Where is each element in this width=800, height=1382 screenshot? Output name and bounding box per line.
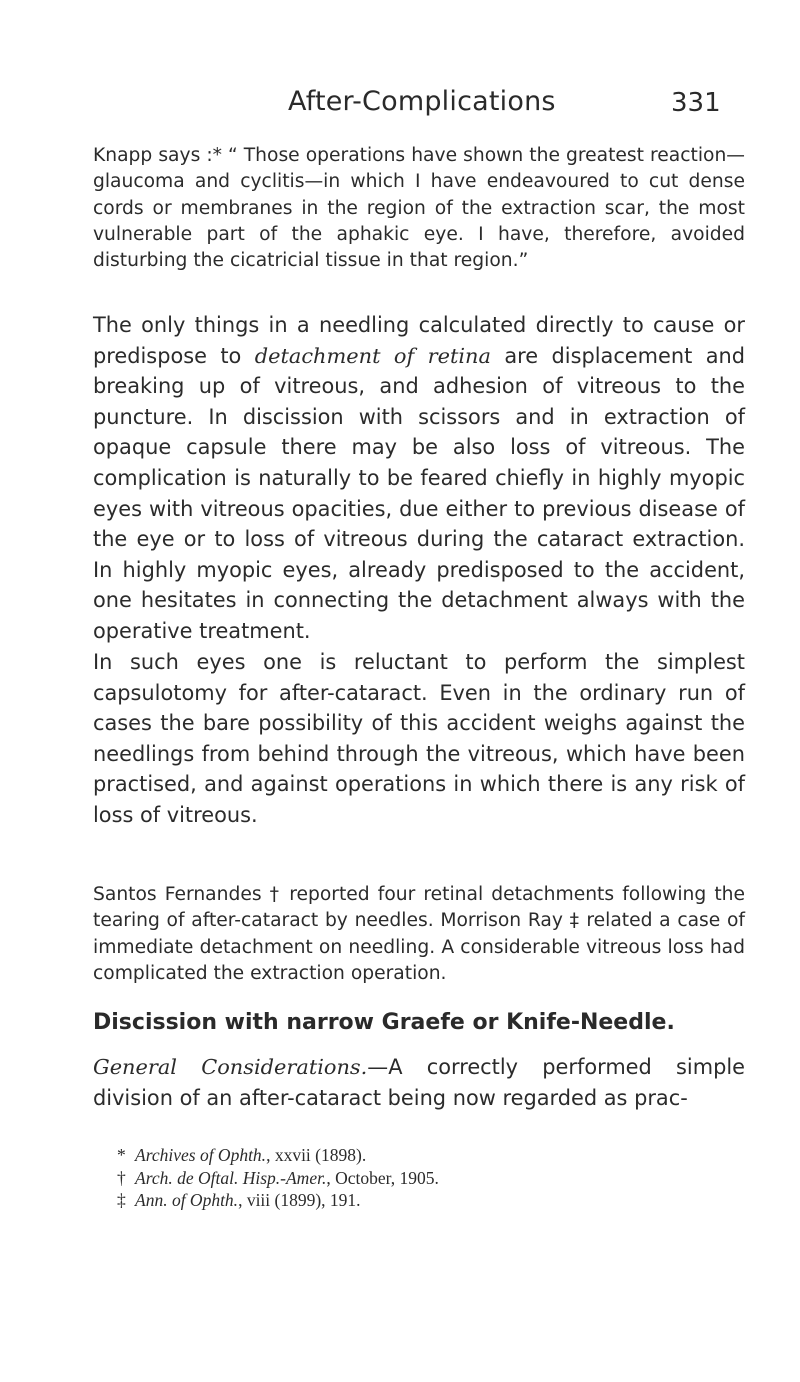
footnote-mark: * xyxy=(117,1145,126,1165)
footnote-mark: ‡ xyxy=(117,1190,126,1210)
paragraph-detachment-causes xyxy=(93,310,745,647)
page-number: 331 xyxy=(671,88,721,118)
paragraph-case-reports: Santos Fernandes † reported four retinal detachments following the tearing of after-cataract by needles. Morrison Ray ‡ related a case of immediate detachment on needling. A considerable vitreous loss had complicated the extraction operation. xyxy=(93,884,745,984)
footnote xyxy=(117,1189,737,1212)
paragraph-text-end: are displacement and breaking up of vitreous, and adhesion of vitreous to the puncture. In discission with scissors and in extraction of opaque capsule there may be also loss of vitreous. The complication is naturally to be feared chiefly in highly myopic eyes with vitreous opacities, due either to previous disease of the eye or to loss of vitreous during the cataract extraction. In highly myopic eyes, already predisposed to the accident, one hesitates in connecting the detachment always with the operative treatment. xyxy=(93,343,745,643)
footnote xyxy=(117,1144,737,1167)
running-title: After-Complications xyxy=(288,86,556,117)
paragraph-text-start: The only things in a needling calculated directly to cause or predispose to xyxy=(93,313,745,368)
footnote-source: Archives of Ophth. xyxy=(135,1145,267,1165)
italic-term: detachment of retina xyxy=(254,343,491,368)
paragraph-capsulotomy: In such eyes one is reluctant to perform the simplest capsulotomy for after-cataract. Even in the ordinary run of cases the bare possibility of this accident weighs against the needlings from behind through the vitreous, which have been practised, and against operations in which there is any risk of loss of vitreous. xyxy=(93,650,745,827)
footnote-detail: , xxvii (1898). xyxy=(266,1145,367,1165)
footnotes xyxy=(117,1144,737,1212)
footnote-source: Arch. de Oftal. Hisp.-Amer. xyxy=(135,1167,327,1188)
paragraph-general-considerations xyxy=(93,1052,745,1113)
page-header xyxy=(0,86,800,126)
italic-lead-in: General Considerations. xyxy=(93,1055,368,1079)
quote-paragraph: Knapp says :* “ Those operations have shown the greatest reaction—glaucoma and cyclitis—in which I have endeavoured to cut dense cords or membranes in the region of the extraction scar, the most vulnerable part of the aphakic eye. I have, therefore, avoided disturbing the cicatricial tissue in that region.” xyxy=(93,145,745,272)
paragraph-text: —A correctly performed simple division of an after-cataract being now regarded as prac- xyxy=(93,1055,745,1110)
footnote-mark: † xyxy=(117,1167,126,1188)
footnote-detail: , viii (1899), 191. xyxy=(238,1190,361,1210)
footnote-detail: , October, 1905. xyxy=(326,1167,439,1188)
section-heading: Discission with narrow Graefe or Knife-Needle. xyxy=(93,1010,675,1035)
footnote-source: Ann. of Ophth. xyxy=(135,1190,239,1210)
footnote xyxy=(117,1167,737,1190)
